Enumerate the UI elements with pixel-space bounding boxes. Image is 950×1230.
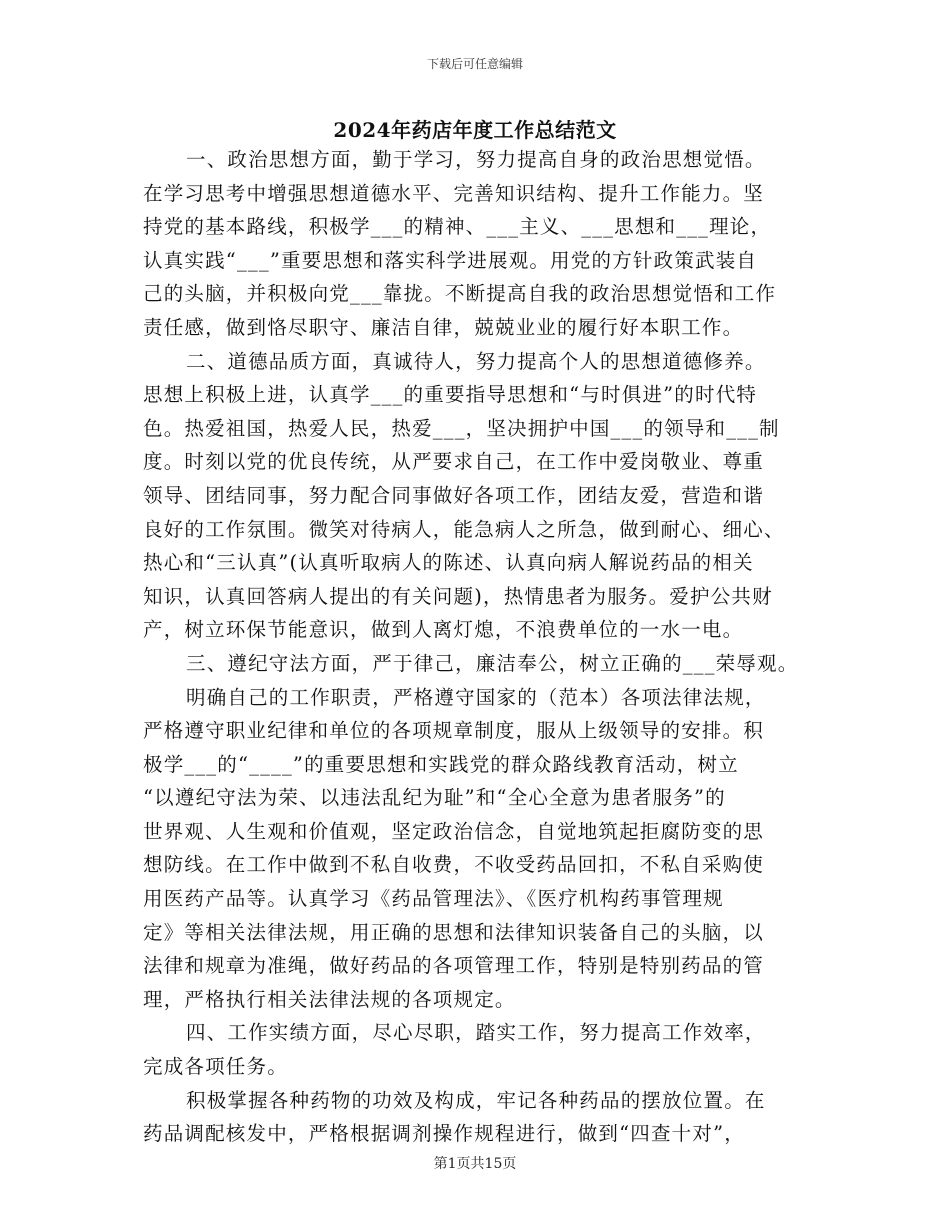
body-line: 产，树立环保节能意识，做到人离灯熄，不浪费单位的一水一电。 bbox=[143, 618, 744, 642]
body-line: 一、政治思想方面，勤于学习，努力提高自身的政治思想觉悟。 bbox=[186, 148, 766, 171]
body-line: 领导、团结同事，努力配合同事做好各项工作，团结友爱，营造和谐 bbox=[143, 483, 765, 507]
body-line: 色。热爱祖国，热爱人民，热爱___，坚决拥护中国___的领导和___制 bbox=[143, 416, 780, 440]
body-line: 极学___的“____”的重要思想和实践党的群众路线教育活动，树立 bbox=[143, 752, 739, 776]
body-line: 持党的基本路线，积极学___的精神、___主义、___思想和___理论， bbox=[143, 215, 772, 239]
body-line: 积极掌握各种药物的功效及构成，牢记各种药品的摆放位置。在 bbox=[186, 1088, 766, 1112]
body-line: 在学习思考中增强思想道德水平、完善知识结构、提升工作能力。坚 bbox=[143, 181, 765, 205]
body-line: 用医药产品等。认真学习《药品管理法》、《医疗机构药事管理规 bbox=[143, 887, 724, 911]
body-line: 思想上积极上进，认真学___的重要指导思想和“与时俱进”的时代特 bbox=[143, 383, 758, 407]
document-body bbox=[143, 143, 823, 1151]
document-title: 2024年药店年度工作总结范文 bbox=[333, 118, 617, 142]
body-line: 二、道德品质方面，真诚待人，努力提高个人的思想道德修养。 bbox=[186, 349, 766, 373]
body-line: 度。时刻以党的优良传统，从严要求自己，在工作中爱岗敬业、尊重 bbox=[143, 450, 765, 474]
body-line: “以遵纪守法为荣、以违法乱纪为耻”和“全心全意为患者服务”的 bbox=[143, 786, 726, 810]
body-line: 世界观、人生观和价值观，坚定政治信念，自觉地筑起拒腐防变的思 bbox=[143, 819, 765, 843]
body-line: 热心和“三认真”(认真听取病人的陈述、认真向病人解说药品的相关 bbox=[143, 551, 754, 575]
body-line: 法律和规章为准绳，做好药品的各项管理工作，特别是特别药品的管 bbox=[143, 954, 765, 978]
body-line: 明确自己的工作职责，严格遵守国家的（范本）各项法律法规， bbox=[186, 685, 766, 709]
header-note: 下载后可任意编辑 bbox=[426, 57, 523, 71]
body-line: 认真实践“___”重要思想和落实科学进展观。用党的方针政策武装自 bbox=[143, 248, 758, 272]
body-line: 严格遵守职业纪律和单位的各项规章制度，服从上级领导的安排。积 bbox=[143, 719, 765, 743]
body-line: 三、遵纪守法方面，严于律己，廉洁奉公，树立正确的___荣辱观。 bbox=[186, 651, 799, 675]
body-line: 完成各项任务。 bbox=[143, 1055, 288, 1079]
body-line: 药品调配核发中，严格根据调剂操作规程进行，做到“四查十对”， bbox=[143, 1122, 745, 1146]
page-footer: 第1页共15页 bbox=[433, 1156, 517, 1172]
body-line: 理，严格执行相关法律法规的各项规定。 bbox=[143, 987, 516, 1011]
body-line: 己的头脑，并积极向党___靠拢。不断提高自我的政治思想觉悟和工作 bbox=[143, 282, 777, 306]
body-line: 知识，认真回答病人提出的有关问题)，热情患者为服务。爱护公共财 bbox=[143, 584, 773, 608]
body-line: 良好的工作氛围。微笑对待病人，能急病人之所急，做到耐心、细心、 bbox=[143, 517, 785, 541]
body-line: 责任感，做到恪尽职守、廉洁自律，兢兢业业的履行好本职工作。 bbox=[143, 315, 744, 339]
body-line: 想防线。在工作中做到不私自收费，不收受药品回扣，不私自采购使 bbox=[143, 853, 765, 877]
body-line: 定》等相关法律法规，用正确的思想和法律知识装备自己的头脑，以 bbox=[143, 920, 765, 944]
body-line: 四、工作实绩方面，尽心尽职，踏实工作，努力提高工作效率， bbox=[186, 1021, 766, 1045]
